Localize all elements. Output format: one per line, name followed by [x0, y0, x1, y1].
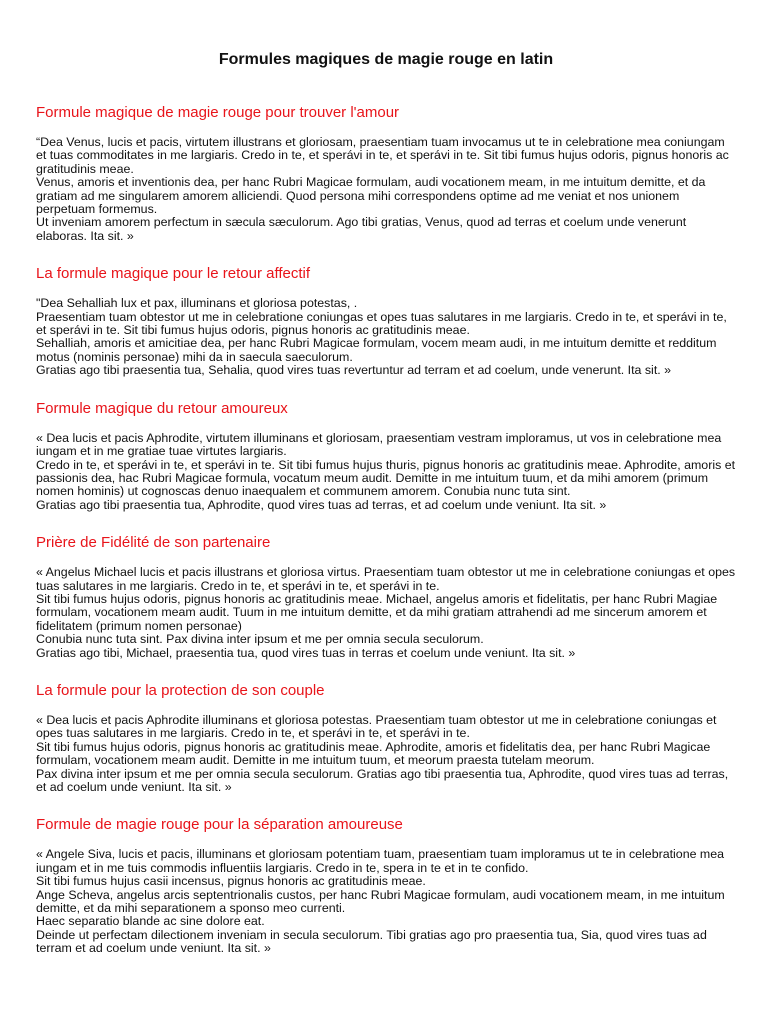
section-trouver-amour: [36, 104, 736, 243]
body-line: Conubia nunc tuta sint. Pax divina inter ipsum et me per omnia secula seculorum.: [36, 632, 484, 647]
body-line: « Angele Siva, lucis et pacis, illuminans et gloriosam potentiam tuam, praesentiam tuam imploramus ut te in celebratione mea iungam et in me tuis commodis influentiis largiaris. Credo in te, spera in te et in te confido.: [36, 847, 725, 875]
section-body: [36, 714, 736, 794]
section-heading: La formule pour la protection de son couple: [36, 681, 325, 699]
section-protection-couple: [36, 682, 736, 794]
body-line: « Dea lucis et pacis Aphrodite, virtutem illuminans et gloriosam, praesentiam vestram imploramus, ut vos in celebratione mea iungam et in me gratiae tuae virtutes largiaris.: [36, 430, 722, 459]
body-line: Venus, amoris et inventionis dea, per hanc Rubri Magicae formulam, audi vocationem meam, in me intuitum demitte, et da gratiam ad me singularem amorem alliciendi. Quod persona mihi correspondens optime ad me veniat et nos unionem perpetuam formemus.: [36, 175, 706, 217]
body-line: Deinde ut perfectam dilectionem inveniam in secula seculorum. Tibi gratias ago pro praesentia tua, Sia, quod vires tuas ad terram et ad coelum unde veniunt. Ita sit. »: [36, 927, 707, 956]
page-title: Formules magiques de magie rouge en latin: [218, 51, 554, 68]
body-line: "Dea Sehalliah lux et pax, illuminans et gloriosa potestas, .: [36, 296, 358, 311]
section-body: [36, 297, 736, 377]
body-line: Ut inveniam amorem perfectum in sæcula sæculorum. Ago tibi gratias, Venus, quod ad terras et coelum unde venerunt elaboras. Ita sit. »: [36, 215, 687, 243]
body-line: Sit tibi fumus hujus odoris, pignus honoris ac gratitudinis meae. Aphrodite, amoris et fidelitatis dea, per hanc Rubri Magicae formulam, vocationem meam audit. Demitte in me intuitum tuum, et meorum praesta tutelam meorum.: [36, 739, 711, 768]
body-line: Gratias ago tibi praesentia tua, Aphrodite, quod vires tuas ad terras, et ad coelum unde veniunt. Ita sit. »: [36, 497, 607, 512]
body-line: Sit tibi fumus hujus casii incensus, pignus honoris ac gratitudinis meae.: [36, 874, 426, 889]
section-separation: [36, 816, 736, 955]
section-heading: Formule de magie rouge pour la séparation amoureuse: [36, 816, 403, 834]
section-retour-affectif: [36, 265, 736, 377]
body-line: Praesentiam tuam obtestor ut me in celebratione coniungas et opes tuas salutares in me largiaris. Credo in te, et sperávi in te, et sperávi in te. Sit tibi fumus hujus odoris, pignus honoris ac gratitudinis meae.: [36, 309, 727, 338]
body-line: « Angelus Michael lucis et pacis illustrans et gloriosa virtus. Praesentiam tuam obtestor ut me in celebratione coniungas et opes tuas salutares in me largiaris. Credo in te, et sperávi in te, et sperávi in te.: [36, 565, 736, 593]
section-fidelite: [36, 534, 736, 660]
body-line: « Dea lucis et pacis Aphrodite illuminans et gloriosa potestas. Praesentiam tuam obtestor ut me in celebratione coniungas et opes tuas salutares in me largiaris. Credo in te, et sperávi in te, et sperávi in te.: [36, 712, 717, 741]
section-heading: La formule magique pour le retour affectif: [36, 265, 311, 283]
body-line: “Dea Venus, lucis et pacis, virtutem illustrans et gloriosam, praesentiam tuam invocamus ut te in celebratione mea coniungam et tuas commoditates in me largiaris. Credo in te, et sperávi in te, et sperávi in te. Sit tibi fumus hujus odoris, pignus honoris ac gratitudinis meae.: [36, 135, 729, 176]
section-body: [36, 136, 736, 243]
section-heading: Formule magique de magie rouge pour trouver l'amour: [36, 104, 400, 121]
body-line: Haec separatio blande ac sine dolore eat.: [36, 914, 265, 929]
section-body: [36, 432, 736, 512]
section-heading: Formule magique du retour amoureux: [36, 399, 288, 417]
body-line: Pax divina inter ipsum et me per omnia secula seculorum. Gratias ago tibi praesentia tua, Aphrodite, quod vires tuas ad terras, et ad coelum unde veniunt. Ita sit. »: [36, 766, 729, 794]
section-body: [36, 566, 736, 660]
document-page: [36, 0, 736, 956]
body-line: Sit tibi fumus hujus odoris, pignus honoris ac gratitudinis meae. Michael, angelus amoris et fidelitatis, per hanc Rubri Magiae formulam, vocationem meam audit. Tuum in me intuitum demitte, et da mihi gratiam attrahendi ad me sincerum amorem et fidelitatem (primum nomen personae): [36, 591, 718, 633]
section-body: [36, 848, 736, 955]
body-line: Credo in te, et sperávi in te, et sperávi in te. Sit tibi fumus hujus thuris, pignus honoris ac gratitudinis meae. Aphrodite, amoris et passionis dea, hac Rubri Magicae formula, vocatum meum audit. Demitte in me intuitum tuum, et da mihi amorem (primum nomen hominis) ut cognoscas denuo inaequalem et communem amorem. Conubia nunc tuta sint.: [36, 457, 736, 499]
section-heading: Prière de Fidélité de son partenaire: [36, 534, 271, 552]
section-retour-amoureux: [36, 400, 736, 512]
body-line: Ange Scheva, angelus arcis septentrionalis custos, per hanc Rubri Magicae formulam, audi vocationem meam, in me intuitum demitte, et da mihi separationem a sponso meo currenti.: [36, 887, 725, 916]
body-line: Gratias ago tibi praesentia tua, Sehalia, quod vires tuas revertuntur ad terram et ad coelum, unde venerunt. Ita sit. »: [36, 363, 672, 378]
body-line: Gratias ago tibi, Michael, praesentia tua, quod vires tuas in terras et coelum unde veniunt. Ita sit. »: [36, 645, 576, 660]
body-line: Sehalliah, amoris et amicitiae dea, per hanc Rubri Magicae formulam, vocem meam audi, in me intuitum demitte et redditum motus (nominis personae) mihi da in saecula saeculorum.: [36, 336, 717, 364]
